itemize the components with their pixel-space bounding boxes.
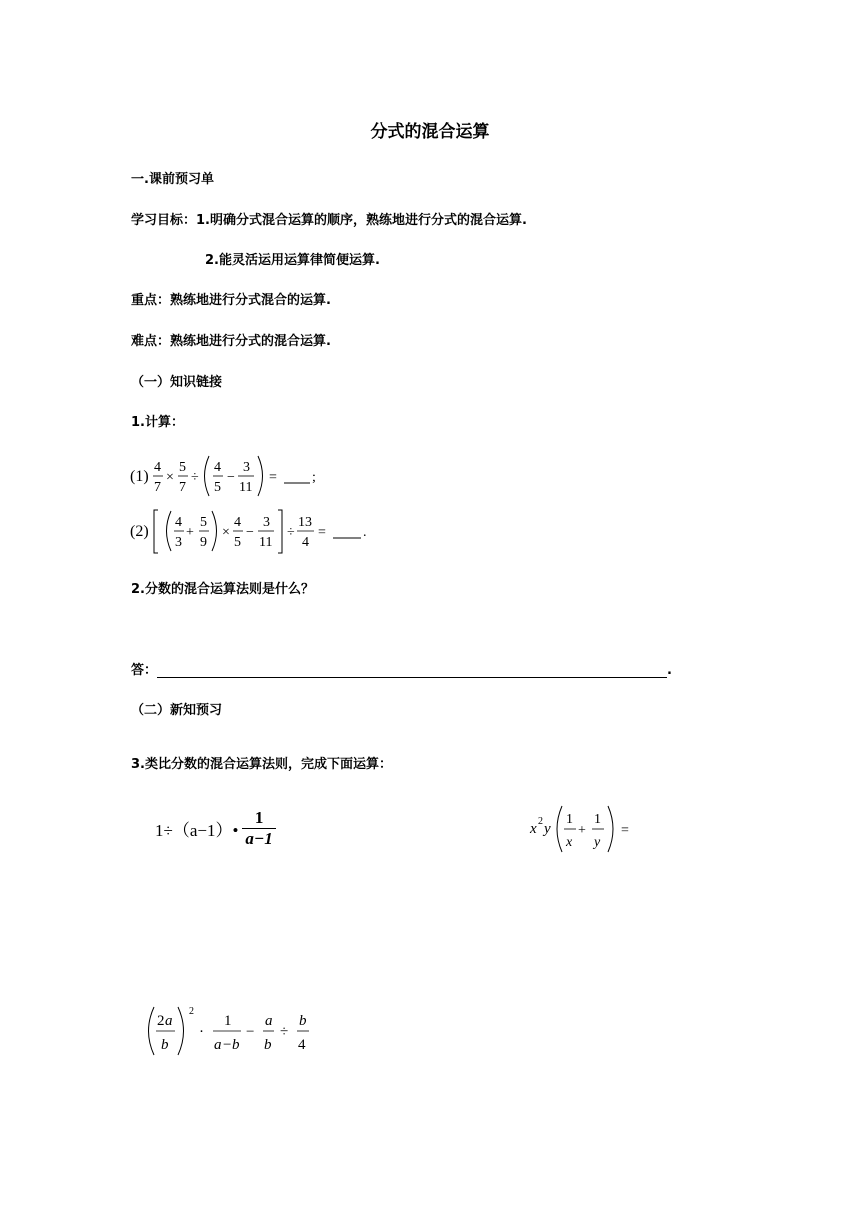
svg-text:x: x: [530, 821, 537, 837]
svg-text:÷: ÷: [280, 1024, 289, 1040]
svg-text:b: b: [264, 1037, 272, 1053]
svg-text:+: +: [578, 823, 586, 838]
svg-text:2: 2: [189, 1006, 194, 1017]
svg-text:11: 11: [259, 535, 273, 550]
svg-text:b: b: [161, 1037, 169, 1053]
svg-text:×: ×: [166, 470, 174, 485]
answer-blank[interactable]: [157, 663, 667, 678]
answer-period: .: [667, 663, 672, 678]
svg-text:÷: ÷: [287, 525, 295, 540]
goal-item-2: 2.能灵活运用运算律简便运算.: [205, 253, 380, 268]
svg-text:x: x: [566, 835, 573, 850]
svg-text:−: −: [246, 1024, 255, 1040]
difficulty-point: 难点：熟练地进行分式的混合运算.: [131, 334, 331, 349]
equation-2: [128, 505, 378, 557]
svg-text:−: −: [246, 525, 254, 540]
expression-1-prefix: 1÷（a−1）•: [155, 820, 239, 840]
svg-text:=: =: [621, 823, 629, 838]
expression-1-fraction: [242, 808, 275, 849]
question-1: 1.计算：: [131, 415, 184, 430]
svg-text:4: 4: [214, 460, 221, 475]
svg-text:b: b: [232, 1037, 240, 1053]
svg-text:y: y: [544, 821, 551, 837]
svg-text:y: y: [594, 835, 601, 850]
goal-item-1: 1.明确分式混合运算的顺序，熟练地进行分式的混合运算.: [196, 213, 527, 228]
key-point: 重点：熟练地进行分式混合的运算.: [131, 293, 331, 308]
svg-text:.: .: [363, 525, 367, 540]
expression-2: [528, 802, 643, 856]
svg-text:b: b: [299, 1013, 307, 1029]
svg-text:2: 2: [538, 816, 543, 827]
svg-text:5: 5: [234, 535, 241, 550]
svg-text:5: 5: [214, 480, 221, 495]
svg-text:4: 4: [234, 515, 241, 530]
question-2: 2.分数的混合运算法则是什么？: [131, 582, 314, 597]
svg-text:+: +: [186, 525, 194, 540]
svg-text:5: 5: [200, 515, 207, 530]
expression-1: [155, 803, 276, 853]
svg-text:7: 7: [154, 480, 161, 495]
expression-3: [143, 1002, 309, 1060]
page-title: 分式的混合运算: [370, 122, 490, 142]
svg-text:4: 4: [154, 460, 161, 475]
svg-text:1: 1: [594, 812, 601, 827]
section-heading: 一.课前预习单: [131, 172, 214, 187]
part-heading-1: （一）知识链接: [131, 375, 223, 390]
svg-text:1: 1: [224, 1013, 232, 1029]
svg-text:2: 2: [157, 1013, 165, 1029]
equation-1: [128, 450, 328, 502]
svg-text:4: 4: [175, 515, 182, 530]
svg-text:=: =: [318, 525, 326, 540]
svg-text:(2): (2): [130, 523, 149, 540]
svg-text:=: =: [269, 470, 277, 485]
svg-text:÷: ÷: [191, 470, 199, 485]
svg-text:3: 3: [175, 535, 182, 550]
fraction-denominator: a−1: [242, 828, 275, 849]
svg-text:13: 13: [298, 515, 312, 530]
svg-text:a: a: [165, 1013, 173, 1029]
question-3: 3.类比分数的混合运算法则，完成下面运算：: [131, 757, 392, 772]
svg-text:×: ×: [222, 525, 230, 540]
svg-text:a: a: [214, 1037, 222, 1053]
svg-text:4: 4: [302, 535, 309, 550]
svg-text:9: 9: [200, 535, 207, 550]
part-heading-2: （二）新知预习: [131, 703, 223, 718]
svg-text:3: 3: [263, 515, 270, 530]
svg-text:3: 3: [243, 460, 250, 475]
svg-text:·: ·: [199, 1024, 204, 1040]
svg-text:7: 7: [179, 480, 186, 495]
svg-text:5: 5: [179, 460, 186, 475]
svg-text:−: −: [223, 1037, 232, 1053]
svg-text:−: −: [227, 470, 235, 485]
answer-label: 答：: [131, 663, 158, 678]
svg-text:a: a: [265, 1013, 273, 1029]
svg-text:11: 11: [239, 480, 253, 495]
svg-text:4: 4: [298, 1037, 306, 1053]
learning-goal-1: [131, 209, 527, 228]
svg-text:1: 1: [566, 812, 573, 827]
svg-text:;: ;: [312, 470, 316, 485]
fraction-numerator: 1: [254, 807, 264, 827]
goals-label: 学习目标：: [131, 213, 197, 228]
answer-row: [131, 659, 672, 678]
svg-text:(1): (1): [130, 468, 149, 485]
